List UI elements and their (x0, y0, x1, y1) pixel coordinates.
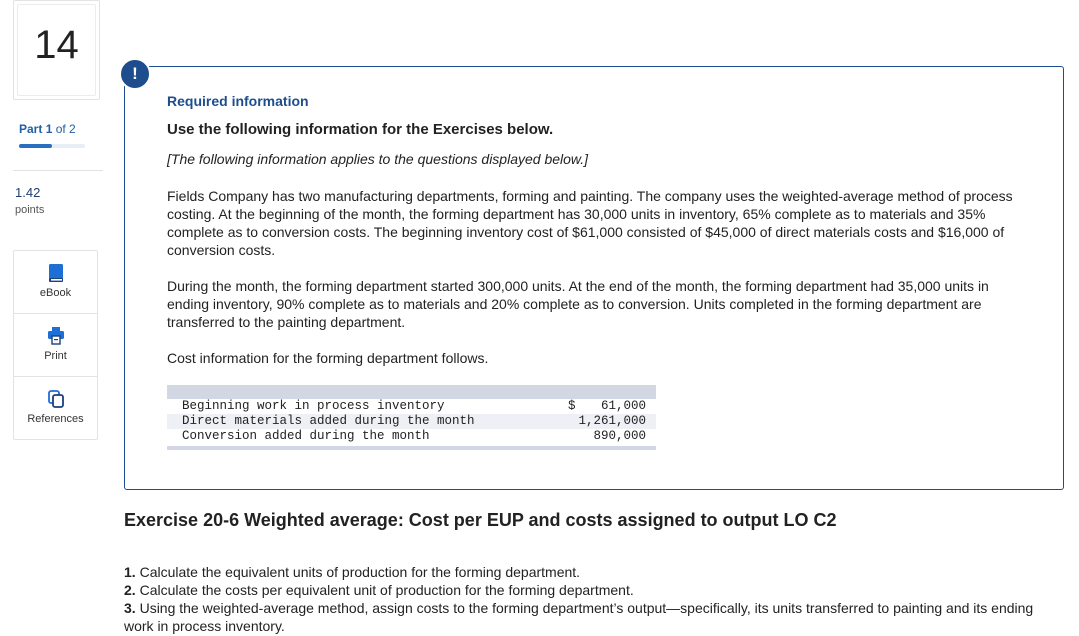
book-icon (14, 263, 97, 283)
left-divider (13, 170, 103, 171)
row-amount: 890,000 (593, 429, 646, 443)
part-indicator (19, 122, 76, 136)
row-label: Direct materials added during the month (182, 414, 475, 428)
paragraph-month-info: During the month, the forming department started 300,000 units. At the end of the month, the forming department had 35,000 units in ending inventory, 90% complete as to materials and 20% complete as to conversion. Units completed in the forming department are transferred to the painting department. (167, 278, 989, 330)
exercise-title: Exercise 20-6 Weighted average: Cost per EUP and costs assigned to output LO C2 (124, 510, 837, 530)
instruction-number: 1. (124, 564, 136, 580)
cost-table-footer (167, 446, 656, 450)
points-value: 1.42 (15, 185, 41, 200)
instruction-item (124, 581, 1064, 599)
alert-icon: ! (119, 58, 151, 90)
references-button[interactable] (14, 377, 97, 439)
cost-table (167, 385, 656, 450)
row-amount: 1,261,000 (578, 414, 646, 428)
question-number: 14 (34, 23, 79, 67)
part-of: of 2 (55, 122, 76, 136)
question-number-card (13, 0, 100, 100)
row-amount: 61,000 (600, 399, 646, 413)
print-button[interactable] (14, 314, 97, 377)
print-icon (14, 326, 97, 346)
instruction-text: Using the weighted-average method, assign costs to the forming department’s output—specifically, its units transferred to painting and its ending work in process inventory. (124, 600, 1034, 634)
part-number: 1 (45, 122, 53, 136)
row-label: Beginning work in process inventory (182, 399, 445, 413)
references-label: References (27, 413, 84, 425)
paragraph-company-info: Fields Company has two manufacturing departments, forming and painting. The company uses the weighted-average method of process costing. At the beginning of the month, the forming department has 30,000 units in inventory, 65% complete as to materials and 35% complete as to conversion costs. The beginning inventory cost of $61,000 consisted of $45,000 of direct materials costs and $16,000 of conversion costs. (167, 188, 1013, 258)
use-info-title: Use the following information for the Exercises below. (167, 121, 554, 138)
instruction-number: 2. (124, 582, 136, 598)
dollar-sign: $ (568, 399, 576, 413)
exercise-instructions (124, 563, 1064, 635)
paragraph-cost-intro: Cost information for the forming department follows. (167, 350, 489, 366)
required-info-title: Required information (167, 93, 309, 109)
table-row (167, 429, 656, 444)
row-label: Conversion added during the month (182, 429, 430, 443)
instruction-text: Calculate the costs per equivalent unit of production for the forming department. (139, 582, 634, 598)
instruction-item (124, 599, 1064, 635)
part-progress-fill (19, 144, 52, 148)
part-label: Part (19, 122, 43, 136)
points-label: points (15, 204, 45, 216)
tool-stack (13, 250, 98, 440)
print-label: Print (44, 350, 67, 362)
ebook-button[interactable] (14, 251, 97, 314)
table-row (167, 414, 656, 429)
instruction-text: Calculate the equivalent units of production for the forming department. (139, 564, 581, 580)
part-progress-bar (19, 144, 85, 148)
copy-icon (14, 389, 97, 409)
cost-table-header (167, 385, 656, 399)
instruction-item (124, 563, 1064, 581)
table-row (167, 399, 656, 414)
instruction-number: 3. (124, 600, 136, 616)
applies-note: [The following information applies to the questions displayed below.] (167, 151, 589, 167)
ebook-label: eBook (39, 287, 72, 299)
